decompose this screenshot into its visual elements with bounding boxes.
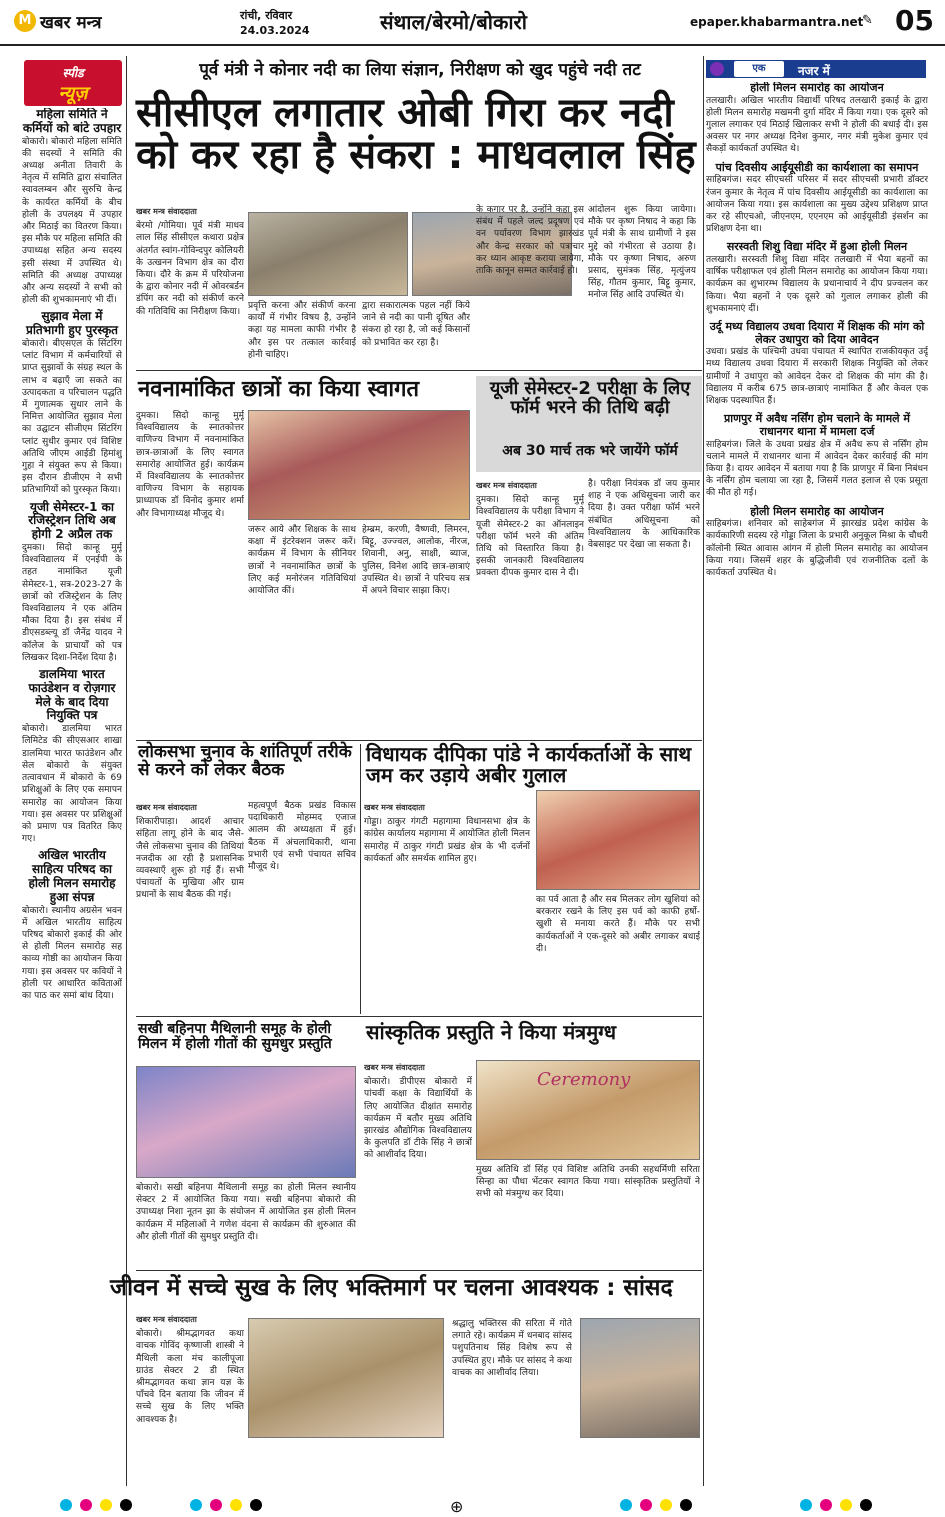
ek-najar-banner: एक नजर में (706, 60, 926, 78)
photo-banner-text: Ceremony (537, 1069, 631, 1090)
story-headline: महिला समिति ने कर्मियों को बांटे उपहार (22, 108, 122, 135)
masthead (0, 0, 945, 46)
divider (136, 370, 702, 371)
sakhi-body: बोकारो। सखी बहिनपा मैथिलानी समूह का होली मिलन स्थानीय सेक्टर 2 में आयोजित किया गया। सखी बहिनपा बोकारो की उपाध्यक्ष निशा नूतन झा के संयोजन में आयोजित इस होली मिलन कार्यक्रम में महिलाओं ने गणेश वंदना से कार्यक्रम की शुरुआत की और होली गीतों की सुमधुर प्रस्तुति दी। (136, 1183, 356, 1242)
top-story-col-1: खबर मन्त्र संवाददाता बेरमो /गोमिया। पूर्व मंत्री माधव लाल सिंह सीसीएल कथारा प्रक्षेत्र अंतर्गत स्वांग-गोविन्दपुर कोलियरी के उत्खनन विभाग क्षेत्र का दौरा किया। दौरे के क्रम में परियोजना के द्वारा कोनार नदी में ओवरबर्डन डंपिंग कर नदी को संकीर्ण करने की गतिविधि का निरीक्षण किया। (136, 207, 244, 317)
top-story-headline: सीसीएल लगातार ओबी गिरा कर नदी को कर रहा है संकरा : माधवलाल सिंह (136, 90, 696, 178)
story-headline: यूजी सेमेस्टर-1 का रजिस्ट्रेशन तिथि अब होगी 2 अप्रैल तक (28, 499, 116, 542)
cultural-col-2: मुख्य अतिथि डॉ सिंह एवं विशिष्ट अतिथि उनकी सहधर्मिणी सरिता सिन्हा का पौधा भेंटकर स्वागत किया गया। सांस्कृतिक प्रस्तुतियों ने सभी को मंत्रमुग्ध कर दिया। (476, 1165, 700, 1200)
welcome-col-1: दुमका। सिदो कान्हू मुर्मू विश्वविद्यालय के स्नातकोत्तर वाणिज्य विभाग में नवनामांकित छात्र-छात्राओं के लिए स्वागत समारोह आयोजित हुई। कार्यक्रम में विश्वविद्यालय के स्नातकोत्तर वाणिज्य विभाग के सहायक प्राध्यापक डॉ विनोद कुमार शर्मा और विभागाध्यक्ष मौजूद थे। (136, 411, 244, 519)
top-story-kicker: पूर्व मंत्री ने कोनार नदी का लिया संज्ञान, निरीक्षण को खुद पहुंचे नदी तट (199, 60, 641, 80)
bhakti-photo (248, 1318, 444, 1438)
story-body: बोकारो। स्थानीय अग्रसेन भवन में अखिल भारतीय साहित्य परिषद बोकारो इकाई की ओर से होली मिलन समारोह सह काव्य गोष्ठी का आयोजन किया गया। इस अवसर पर कवियों ने होली पर आधारित कविताओं का पाठ कर समां बांध दिया। (22, 905, 122, 1001)
story-body: साहिबगंज। सदर सीएचसी परिसर में सदर सीएचसी प्रभारी डॉक्टर रंजन कुमार के नेतृत्व में पांच दिवसीय आईयूसीडी का कार्यशाला का आयोजन किया गया। इस कार्यशाला का मुख्य उद्देश्य प्रशिक्षण प्राप्त कर रहे सीएचओ, जीएनएम, एएनएम को आईयूसीडी इंसर्शन का प्रशिक्षण देना था। (706, 175, 928, 235)
story-headline: होली मिलन समारोह का आयोजन (750, 82, 884, 94)
ug-subheadline: अब 30 मार्च तक भरे जायेंगे फॉर्म (502, 443, 678, 459)
bhakti-col-2: श्रद्धालु भक्तिरस की सरिता में गोते लगाते रहे। कार्यक्रम में धनबाद सांसद पशुपतिनाथ सिंह विशेष रूप से उपस्थित हुए। मौके पर सांसद ने कथा वाचक का आशीर्वाद लिया। (452, 1319, 572, 1378)
story-body: उधवा। प्रखंड के पश्चिमी उधवा पंचायत में स्थापित राजकीयकृत उर्दू मध्य विद्यालय उधवा दियारा में सरकारी शिक्षक नियुक्ति को लेकर ग्रामीणों ने उधापुरा को आवेदन देकर दो शिक्षक की मांग की है। विद्यालय में करीब 675 छात्र-छात्राएं नामांकित हैं और केवल एक शिक्षक पदस्थापित हैं। (706, 347, 928, 407)
story-body: साहिबगंज। शनिवार को साहेबगंज में झारखंड प्रदेश कांग्रेस के कार्यकारिणी सदस्य रहे गोड्डा जिला के प्रभारी अनुकूल मिश्रा के चौधरी कॉलोनी स्थित आवास आंगन में होली मिलन समारोह का आयोजन किया गया। जिसमें शहर के बुद्धिजीवी एवं राजनीतिक दलों के कार्यकर्ता उपस्थित थे। (706, 519, 928, 579)
story-headline: डालमिया भारत फाउंडेशन व रोज़गार मेले के बाद दिया नियुक्ति पत्र (28, 667, 116, 723)
cultural-col-1: खबर मन्त्र संवाददाता बोकारो। डीपीएस बोकारो में पांचवीं कक्षा के विद्यार्थियों के लिए आयोजित दीक्षांत समारोह कार्यक्रम में बतौर मुख्य अतिथि झारखंड औद्योगिक विश्वविद्यालय के कुलपति डॉ टीके सिंह ने छात्रों को आशीर्वाद दिया। (364, 1063, 472, 1161)
epaper-link[interactable]: epaper.khabarmantra.net (690, 15, 864, 29)
mla-headline: विधायक दीपिका पांडे ने कार्यकर्ताओं के साथ जम कर उड़ाये अबीर गुलाल (366, 742, 692, 787)
divider (136, 740, 702, 741)
divider (136, 1270, 702, 1271)
welcome-col-2: जरूर आये और शिक्षक के साथ कक्षा में इंटरेक्शन जरूर करें। कार्यक्रम में विभाग के सीनियर छात्रों ने नवनामांकित छात्रों के लिए कई मनोरंजन गतिविधियां आयोजित कीं। (248, 525, 356, 597)
top-story-col-2: प्रवृत्ति करना और संकीर्ण करना कार्यों में गंभीर विषय है, उन्होंने कहा यह मामला काफी गंभीर है और इस पर तत्काल कार्रवाई होनी चाहिए। (248, 301, 356, 360)
story-headline: उर्दू मध्य विद्यालय उधवा दियारा में शिक्षक की मांग को लेकर उधापुरा को दिया आवेदन (709, 319, 925, 346)
story-headline: होली मिलन समारोह का आयोजन (750, 504, 884, 518)
welcome-col-3: हेम्ब्रम, करणी, वैष्णवी, लिमरन, बिट्टू, उज्ज्वल, आलोक, नीरज, शिवानी, अनु, साक्षी, ब्याज, पुलिस, विनेश आदि छात्र-छात्राएं उपस्थित थे। छात्रों ने परिचय सत्र में अपने विचार साझा किए। (362, 525, 470, 597)
pencil-icon: ✎ (862, 13, 873, 28)
welcome-headline: नवनामांकित छात्रों का किया स्वागत (138, 377, 419, 402)
cultural-headline: सांस्कृतिक प्रस्तुति ने किया मंत्रमुग्ध (366, 1020, 617, 1044)
loksabha-headline: लोकसभा चुनाव के शांतिपूर्ण तरीके से करने को लेकर बैठक (138, 742, 352, 780)
bhakti-col-1: खबर मन्त्र संवाददाता बोकारो। श्रीमद्भागवत कथा वाचक गोविंद कृष्णाजी शास्त्री ने मैथिली कला मंच कालीपूजा ग्राउंड सेक्टर 2 डी स्थित श्रीमद्भागवत कथा ज्ञान यज्ञ के पाँचवे दिन बताया कि जीवन में सच्चे सुख के लिए भक्ति आवश्यक है। (136, 1315, 244, 1425)
story-headline: पांच दिवसीय आईयूसीडी का कार्यशाला का समापन (715, 160, 919, 174)
speed-news-logo: स्पीड न्यूज़ (24, 60, 122, 106)
story-body: बोकारो। बीएसएल के सिंटरिंग प्लांट विभाग में कर्मचारियों से प्राप्त सुझावों के संग्रह स्थल के लाभ व बढ़ाएँ जा सकते का उत्पादकता व परिचालन पद्धति में गुणात्मक सुधार लाने के निमित्त आयोजित सुझाव मेला का उद्घाटन सीजीएम सिंटरिंग प्लांट सुधीर कुमार एवं विशिष्ट अतिथि जीएम आईडी हिमांशु गुहा ने संयुक्त रूप से किया। इस दौरान डीजीएम ने सभी प्रतिभागियों को पुरस्कृत किया। (22, 339, 122, 496)
top-story-col-3: द्वारा सकारात्मक पहल नहीं किये जाने से नदी का पानी दूषित और संकरा हो रहा है, जो कई किसानों को प्रभावित कर रहा है। (362, 301, 470, 348)
story-body: तलखारी। सरस्वती शिशु विद्या मंदिर तलखारी में भैया बहनों का वार्षिक परीक्षाफल एवं होली मिलन समारोह का आयोजन किया गया। कार्यक्रम का शुभारम्भ विद्यालय के प्रधानाचार्य ने दीप प्रज्वलन कर किया। भैया बहनों ने एक दूसरे को गुलाल लगाकर होली की शुभकामनाएं दीं। (706, 254, 928, 314)
top-story-col-4: के कगार पर है, उन्होंने कहा इस संबंध में पहले जल्द प्रदूषण एवं वन पर्यावरण विभाग झारखंड और केन्द्र सरकार को पत्राचार कर ध्यान आकृष्ट कराया जायेगा, ताकि कानून सम्मत कार्रवाई हो। (476, 205, 584, 277)
divider (136, 1016, 702, 1017)
welcome-photo (248, 410, 470, 520)
mla-photo (536, 790, 700, 890)
story-headline: सुझाव मेला में प्रतिभागी हुए पुरस्कृत (26, 309, 118, 338)
story-body: बोकारो। बोकारो महिला समिति की सदस्यों ने समिति की अध्यक्ष अनीता तिवारी के नेतृत्व में समिति द्वारा संचालित स्वावलम्बन और सुरुचि केन्द्र के कार्यरत कर्मियों के बीच होली के उपलक्ष्य में उपहार और मिठाई का वितरण किया। इस मौके पर महिला समिति की उपाध्यक्ष सहित अन्य सदस्य इसी संस्था में उपस्थित थे। समिति की अध्यक्ष उपाध्यक्ष और अन्य सदस्यों ने सभी को होली की शुभकामनाएं भी दीं। (22, 136, 122, 306)
story-headline: प्राणपुर में अवैध नर्सिंग होम चलाने के मामले में राधानगर थाना में मामला दर्ज (723, 412, 911, 438)
crosshair-icon: ⊕ (450, 1497, 464, 1516)
print-registration-marks (0, 1494, 945, 1517)
ug-col-2: है। परीक्षा नियंत्रक डॉ जय कुमार शाह ने एक अधिसूचना जारी कर दिया है। उक्त परीक्षा फॉर्म भरने संबंधित अधिसूचना को विश्वविद्यालय के आधिकारिक वेबसाइट पर देखा जा सकता है। (588, 479, 700, 551)
top-story-col-5: आंदोलन शुरू किया जायेगा। मौके पर कृष्ण निषाद ने कहा कि पूर्व मंत्री के साथ ग्रामीणों ने इस मुद्दे को गंभीरता से उठाया है। मौके पर कृष्णा निषाद, अरुण प्रसाद, सुमंत्रक सिंह, मृत्युंजय सिंह, गौतम कुमार, बिट्टू कुमार, मनोज सिंह आदि उपस्थित थे। (588, 205, 696, 301)
sakhi-headline: सखी बहिनपा मैथिलानी समूह के होली मिलन में होली गीतों की सुमधुर प्रस्तुति (138, 1021, 332, 1052)
ug-col-1: खबर मन्त्र संवाददाता दुमका। सिदो कान्हू मुर्मू विश्वविद्यालय के परीक्षा विभाग ने यूजी सेमेस्टर-2 का ऑनलाइन परीक्षा फॉर्म भरने की अंतिम तिथि को विस्तारित किया है। इसकी जानकारी विश्वविद्यालय प्रवक्ता दीपक कुमार दास ने दी। (476, 481, 584, 579)
column-divider (360, 744, 361, 1014)
page-section-title: संथाल/बेरमो/बोकारो (380, 10, 527, 34)
bullet-icon (710, 62, 724, 76)
column-divider (126, 56, 127, 1486)
page-number: 05 (895, 4, 934, 37)
brand-logo-icon: M (14, 10, 36, 32)
mla-col-1: खबर मन्त्र संवाददाता गोड्डा। ठाकुर गंगटी महागामा विधानसभा क्षेत्र के कांग्रेस कार्यालय महागामा में आयोजित होली मिलन समारोह में ठाकुर गंगटी प्रखंड क्षेत्र के भी दर्जनों कार्यकर्ता और समर्थक शामिल हुए। (364, 803, 530, 864)
right-column (706, 82, 928, 1486)
edition-date: 24.03.2024 (240, 24, 310, 37)
story-body: तलखारी। अखिल भारतीय विद्यार्थी परिषद तलखारी इकाई के द्वारा होली मिलन समारोह मखमनी दुर्गा मंदिर में किया गया। एक दूसरे को गुलाल लगाकर एवं मिठाई खिलाकर सभी ने होली की बधाई दी। इस अवसर पर नगर अध्यक्ष दिनेश कुमार, नगर मंत्री मुकेश कुमार एवं सैकड़ों कार्यकर्ता उपस्थित थे। (706, 95, 928, 155)
bhakti-photo-2 (580, 1318, 700, 1438)
loksabha-col-1: खबर मन्त्र संवाददाता शिकारीपाड़ा। आदर्श आचार संहिता लागू होने के बाद जैसे-जैसे लोकसभा चुनाव की तिथियां नजदीक आ रही है प्रशासनिक व्यवस्थाएँ शुरू हो गई हैं। सभी पंचायतों के मुखिया और ग्राम प्रधानों के साथ बैठक की गई। (136, 803, 244, 901)
story-body: दुमका। सिदो कान्हू मुर्मू विश्वविद्यालय में एनईपी के तहत नामांकित यूजी सेमेस्टर-1, सत्र-2023-27 के छात्रों को रजिस्ट्रेशन के लिए विश्वविद्यालय ने एक अंतिम मौका दिया है। इस संबंध में डीएसडब्ल्यू डॉ जैनेंद्र यादव ने कॉलेज के प्राचार्यों को पत्र लिखकर दिशा-निर्देश दिया है। (22, 543, 122, 663)
sakhi-photo (136, 1066, 356, 1178)
bhakti-headline: जीवन में सच्चे सुख के लिए भक्तिमार्ग पर चलना आवश्यक : सांसद (110, 1275, 673, 1301)
story-body: बोकारो। डालमिया भारत लिमिटेड की सीएसआर शाखा डालमिया भारत फाउंडेशन और सेल बोकारो के संयुक्त तत्वावधान में बोकारो के 69 प्रशिक्षुओं के लिए एक समापन समारोह का आयोजन किया गया। इस अवसर पर प्रशिक्षुओं को प्रमाण पत्र वितरित किए गए। (22, 724, 122, 845)
column-divider (703, 56, 704, 1486)
story-headline: सरस्वती शिशु विद्या मंदिर में हुआ होली मिलन (726, 240, 908, 254)
ug-headline: यूजी सेमेस्टर-2 परीक्षा के लिए फॉर्म भरने की तिथि बढ़ी (489, 378, 691, 418)
top-story-photo-1 (248, 212, 408, 296)
mla-col-2: का पर्व आता है और सब मिलकर लोग खुशियां को बरकरार रखने के लिए इस पर्व को काफी हर्षो-खुशी से मनाया करते हैं। मौके पर सभी कार्यकर्ताओं ने एक-दूसरे को अबीर लगाकर बधाई दी। (536, 895, 700, 954)
loksabha-col-2: महत्वपूर्ण बैठक प्रखंड विकास पदाधिकारी मोहम्मद एजाज आलम की अध्यक्षता में हुई। बैठक में अंचलाधिकारी, थाना प्रभारी एवं सभी पंचायत सचिव मौजूद थे। (248, 801, 356, 873)
byline: खबर मन्त्र संवाददाता (136, 207, 197, 216)
speed-news-column (22, 108, 122, 1488)
edition-place: रांची, रविवार (240, 9, 293, 22)
cultural-photo (476, 1060, 700, 1160)
story-headline: अखिल भारतीय साहित्य परिषद का होली मिलन समारोह हुआ संपन्न (28, 848, 116, 904)
story-body: साहिबगंज। जिले के उधवा प्रखंड क्षेत्र में अवैध रूप से नर्सिंग होम चलाने मामले में राधानगर थाना में आवेदन देकर कार्रवाई की मांग किया है। दायर आवेदन में बताया गया है कि प्राणपुर में बिना निबंधन के नर्सिंग होम चलाया जा रहा है, जिसमें गलत इलाज से एक प्रसूता की मौत हो गई। (706, 439, 928, 499)
brand-name: खबर मन्त्र (40, 13, 102, 33)
